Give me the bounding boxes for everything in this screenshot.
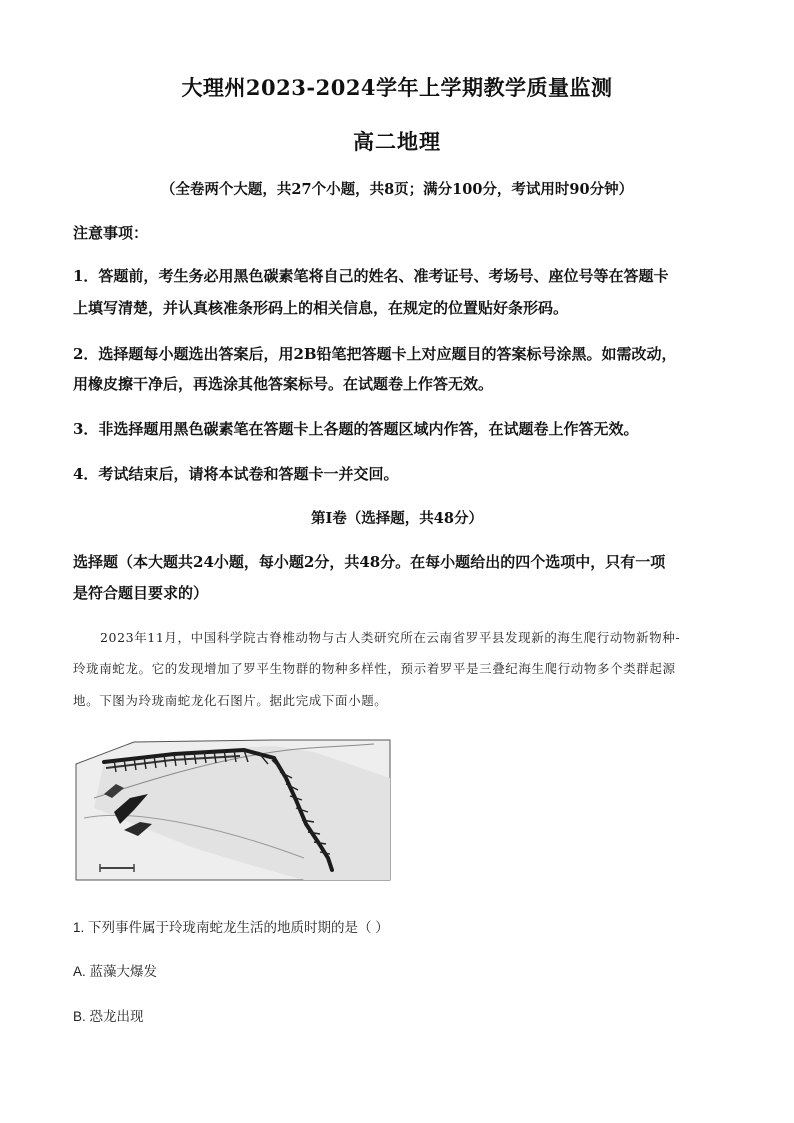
note-line: 3．非选择题用黑色碳素笔在答题卡上各题的答题区域内作答，在试题卷上作答无效。 [73, 420, 639, 438]
note-line: 2．选择题每小题选出答案后，用2B铅笔把答题卡上对应题目的答案标号涂黑。如需改动， [73, 345, 677, 363]
section-description: 选择题（本大题共24小题，每小题2分，共48分。在每小题给出的四个选项中，只有一项 [73, 553, 666, 571]
notes-heading: 注意事项： [73, 224, 149, 242]
section-description: 是符合题目要求的） [73, 584, 209, 602]
passage-line: 2023年11月，中国科学院古脊椎动物与古人类研究所在云南省罗平县发现新的海生爬行动物新物种- [100, 630, 681, 645]
answer-option[interactable]: A. 蓝藻大爆发 [73, 964, 158, 979]
note-line: 上填写清楚，并认真核准条形码上的相关信息，在规定的位置贴好条形码。 [73, 299, 569, 317]
question-stem: 1. 下列事件属于玲珑南蛇龙生活的地质时期的是（ ） [73, 920, 389, 935]
note-line: 用橡皮擦干净后，再选涂其他答案标号。在试题卷上作答无效。 [73, 375, 494, 393]
note-line: 1．答题前，考生务必用黑色碳素笔将自己的姓名、准考证号、考场号、座位号等在答题卡 [73, 267, 669, 285]
section-title: 第Ⅰ卷（选择题，共48分） [311, 510, 483, 527]
passage-line: 地。下图为玲珑南蛇龙化石图片。据此完成下面小题。 [73, 693, 388, 708]
exam-info: （全卷两个大题，共27个小题，共8页；满分100分，考试用时90分钟） [160, 181, 634, 198]
fossil-image [74, 738, 392, 882]
note-line: 4．考试结束后，请将本试卷和答题卡一并交回。 [73, 465, 399, 483]
exam-subject: 高二地理 [353, 129, 441, 154]
answer-option[interactable]: B. 恐龙出现 [73, 1009, 144, 1024]
passage-line: 玲珑南蛇龙。它的发现增加了罗平生物群的物种多样性，预示着罗平是三叠纪海生爬行动物多个类群起源 [73, 661, 676, 676]
exam-title: 大理州2023-2024学年上学期教学质量监测 [181, 75, 613, 100]
